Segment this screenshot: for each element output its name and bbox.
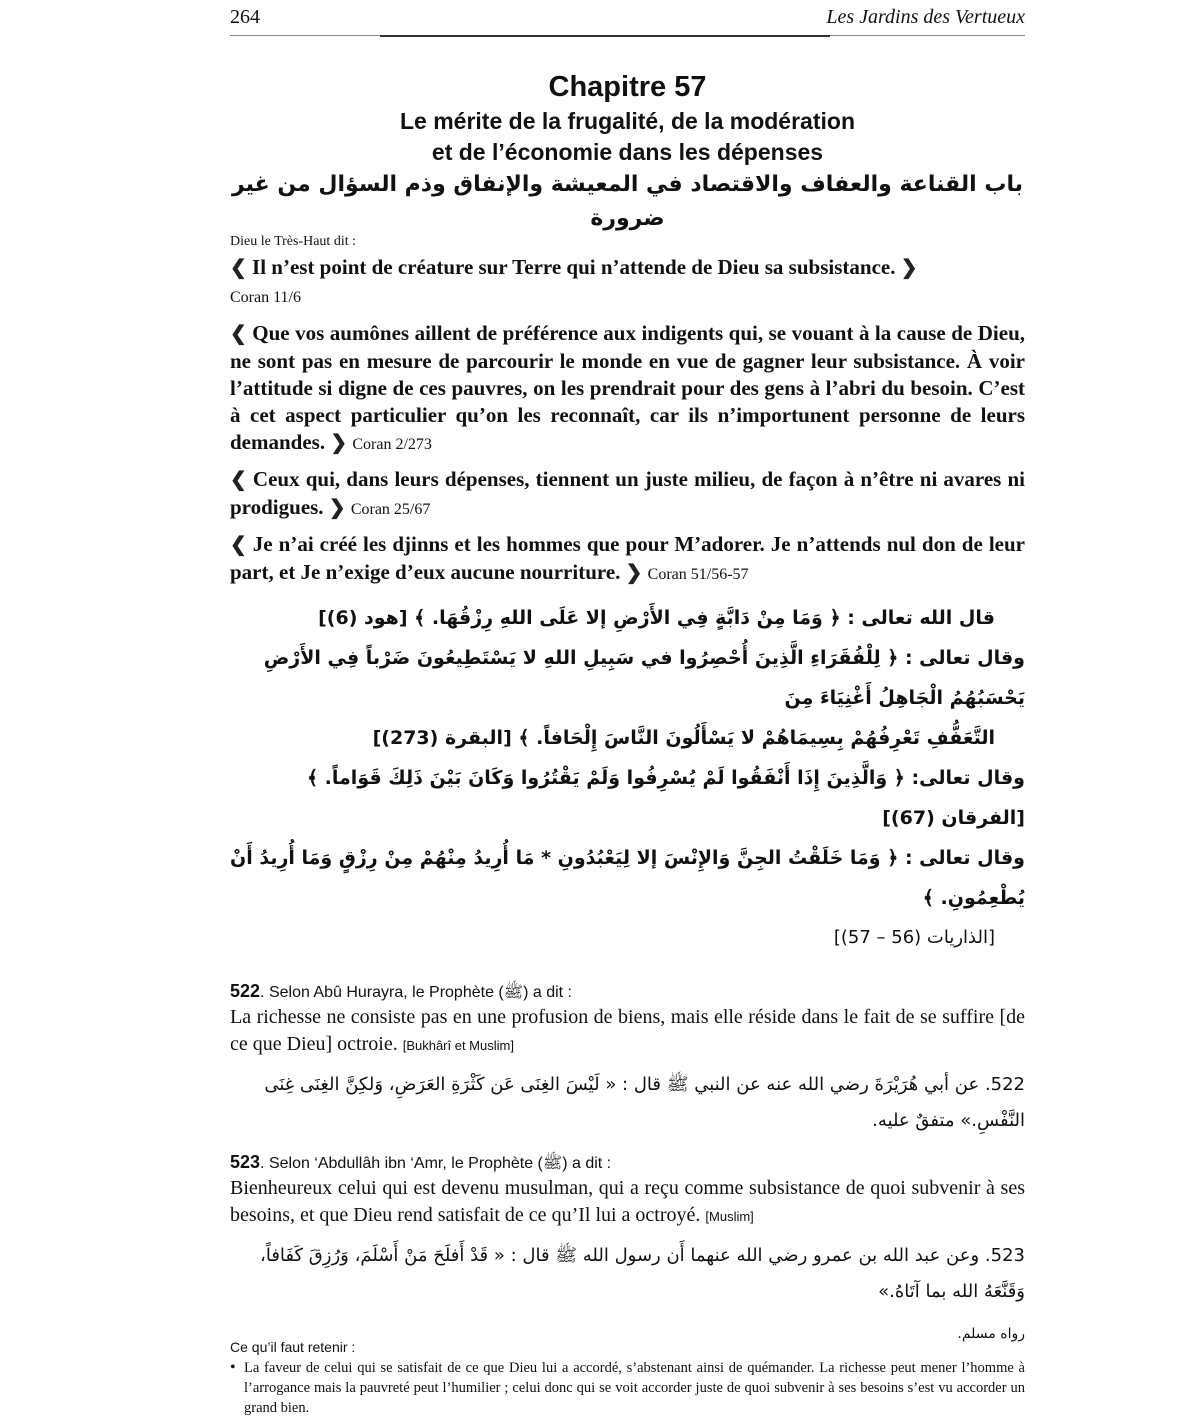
arabic-verse-line: وقال تعالى : ﴿ وَمَا خَلَقْتُ الجِنَّ وَالإِنْسَ إلا لِيَعْبُدُونِ * مَا أُرِيدُ مِنْهُمْ مِنْ رِزْقٍ وَمَا أُرِيدُ أَنْ يُطْعِمُونِ. ﴾: [230, 847, 1025, 909]
hadith-text: La richesse ne consiste pas en une profusion de biens, mais elle réside dans le fait de se suffire [de ce que Dieu] octroie.: [230, 1006, 1025, 1055]
hadith-text-fr: [230, 1004, 1025, 1059]
ornate-close-bracket-icon: ❯: [330, 432, 348, 454]
chapter-title-arabic: باب القناعة والعفاف والاقتصاد في المعيشة والإنفاق وذم السؤال من غير ضرورة: [231, 172, 1023, 231]
hadith-narration-note: رواه مسلم.: [957, 1326, 1025, 1342]
intro-text: Dieu le Très-Haut dit :: [230, 234, 356, 249]
ornate-close-bracket-icon: ❯: [625, 562, 643, 584]
arabic-verses: [230, 598, 1025, 958]
verse-text: Que vos aumônes aillent de préférence aux indigents qui, se vouant à la cause de Dieu, ne sont pas en mesure de parcourir le monde en vue de gagner leur subsistance. À voir l’attitude si digne de ces pauvres, on les prendrait pour des gens à l’abri du besoin. C’est à cet aspect particulier qu’on les reconnaît, car ils n’importunent personne de leurs demandes.: [230, 321, 1025, 454]
ornate-close-bracket-icon: ❯: [328, 497, 346, 519]
hadith-text-ar: 523. وعن عبد الله بن عمرو رضي الله عنهما أَن رسول الله ﷺ قال : « قَدْ أَفلَحَ مَنْ أَسْلَمَ، وَرُزِقَ كَفَافاً، وَقَنَّعَهُ الله بما آتَاهُ.»: [260, 1245, 1025, 1302]
verse-reference: Coran 25/67: [350, 501, 431, 518]
verse-text: Il n’est point de créature sur Terre qui n’attende de Dieu sa subsistance.: [252, 255, 896, 279]
chapter-title-line-1: Le mérite de la frugalité, de la modération: [399, 108, 855, 134]
hadith-number: 523: [230, 1152, 261, 1172]
hadith-523: [230, 1151, 1025, 1344]
hadith-text-ar: 522. عن أبي هُرَيْرَةَ رضي الله عنه عن النبي ﷺ قال : « لَيْسَ الغِنَى عَن كَثْرَةِ العَرَضِ، وَلكِنَّ الغِنَى غِنَى النَّفْسِ.» متفقٌ عليه.: [264, 1074, 1025, 1131]
book-title: Les Jardins des Vertueux: [826, 6, 1025, 28]
hadith-522: [230, 980, 1025, 1139]
hadith-intro: . Selon ‘Abdullâh ibn ‘Amr, le Prophète (ﷺ) a dit :: [260, 1155, 612, 1172]
key-takeaways-title: Ce qu’il faut retenir :: [230, 1339, 356, 1355]
key-takeaways: [230, 1338, 1025, 1418]
key-takeaways-list: [230, 1358, 1025, 1418]
hadith-text: Bienheureux celui qui est devenu musulman, qui a reçu comme subsistance de quoi subvenir à ses besoins, et que Dieu rend satisfait de ce qu’Il lui a octroyé.: [230, 1177, 1025, 1226]
chapter-title-line-2: et de l’économie dans les dépenses: [431, 139, 824, 165]
hadith-source: [Muslim]: [705, 1209, 754, 1224]
hadith-heading: [230, 980, 1025, 1004]
quran-verse-fr: [230, 531, 1025, 588]
verse-reference: Coran 51/56-57: [647, 566, 749, 583]
arabic-verse-line: قال الله تعالى : ﴿ وَمَا مِنْ دَابَّةٍ فِي الأَرْضِ إلا عَلَى اللهِ رِزْقُهَا. ﴾ [هود (6)]: [318, 607, 995, 629]
key-takeaway-item: • La faveur de celui qui se satisfait de ce que Dieu lui a accordé, s’abstenant ainsi de quémander. La richesse peut mener l’homme à l’arrogance mais la pauvreté peut l’humilier ; celui donc qui se voit accorder juste de quoi subvenir à ses besoins s’est vu accorder un grand bien.: [244, 1358, 1025, 1418]
arabic-verse-line: التَّعَفُّفِ تَعْرِفُهُمْ بِسِيمَاهُمْ لا يَسْأَلُونَ النَّاسَ إِلْحَافاً. ﴾ [البقرة (273)]: [372, 727, 995, 749]
ornate-open-bracket-icon: ❮: [230, 469, 247, 491]
hadith-number: 522: [230, 981, 261, 1001]
quran-verse-fr: [230, 254, 1025, 311]
running-header: [230, 4, 1025, 36]
hadith-source: [Bukhârî et Muslim]: [402, 1038, 514, 1053]
arabic-verse-reference: [الذاريات (56 – 57)]: [833, 927, 995, 948]
ornate-open-bracket-icon: ❮: [230, 323, 247, 345]
hadith-heading: [230, 1151, 1025, 1175]
verse-reference: Coran 11/6: [230, 289, 301, 306]
quran-verse-fr: [230, 466, 1025, 523]
quran-verse-fr: [230, 320, 1025, 458]
ornate-open-bracket-icon: ❮: [230, 257, 247, 279]
arabic-verse-line: وقال تعالى : ﴿ لِلْفُقَرَاءِ الَّذِينَ أُحْصِرُوا في سَبِيلِ اللهِ لا يَسْتَطِيعُونَ ضَرْباً فِي الأَرْضِ يَحْسَبُهُمُ الْجَاهِلُ أَغْنِيَاءَ مِنَ: [263, 647, 1025, 709]
hadith-intro: . Selon Abû Hurayra, le Prophète (ﷺ) a dit :: [260, 984, 572, 1001]
ornate-open-bracket-icon: ❮: [230, 534, 247, 556]
arabic-verse-line: وقال تعالى: ﴿ وَالَّذِينَ إِذَا أَنْفَقُوا لَمْ يُسْرِفُوا وَلَمْ يَقْتُرُوا وَكَانَ بَيْنَ ذَلِكَ قَوَاماً. ﴾ [الفرقان (67)]: [306, 767, 1025, 829]
chapter-number: Chapitre 57: [548, 71, 707, 103]
ornate-close-bracket-icon: ❯: [900, 257, 918, 279]
verse-reference: Coran 2/273: [352, 436, 432, 453]
chapter-heading: [230, 68, 1025, 236]
page-number: 264: [230, 6, 260, 28]
verse-text: Je n’ai créé les djinns et les hommes que pour M’adorer. Je n’attends nul don de leur part, et Je n’exige d’eux aucune nourriture.: [230, 532, 1025, 584]
header-rule: [230, 35, 1025, 36]
verse-text: Ceux qui, dans leurs dépenses, tiennent un juste milieu, de façon à n’être ni avares ni prodigues.: [230, 467, 1026, 519]
page-content: [230, 232, 1025, 1418]
hadith-text-fr: [230, 1175, 1025, 1230]
